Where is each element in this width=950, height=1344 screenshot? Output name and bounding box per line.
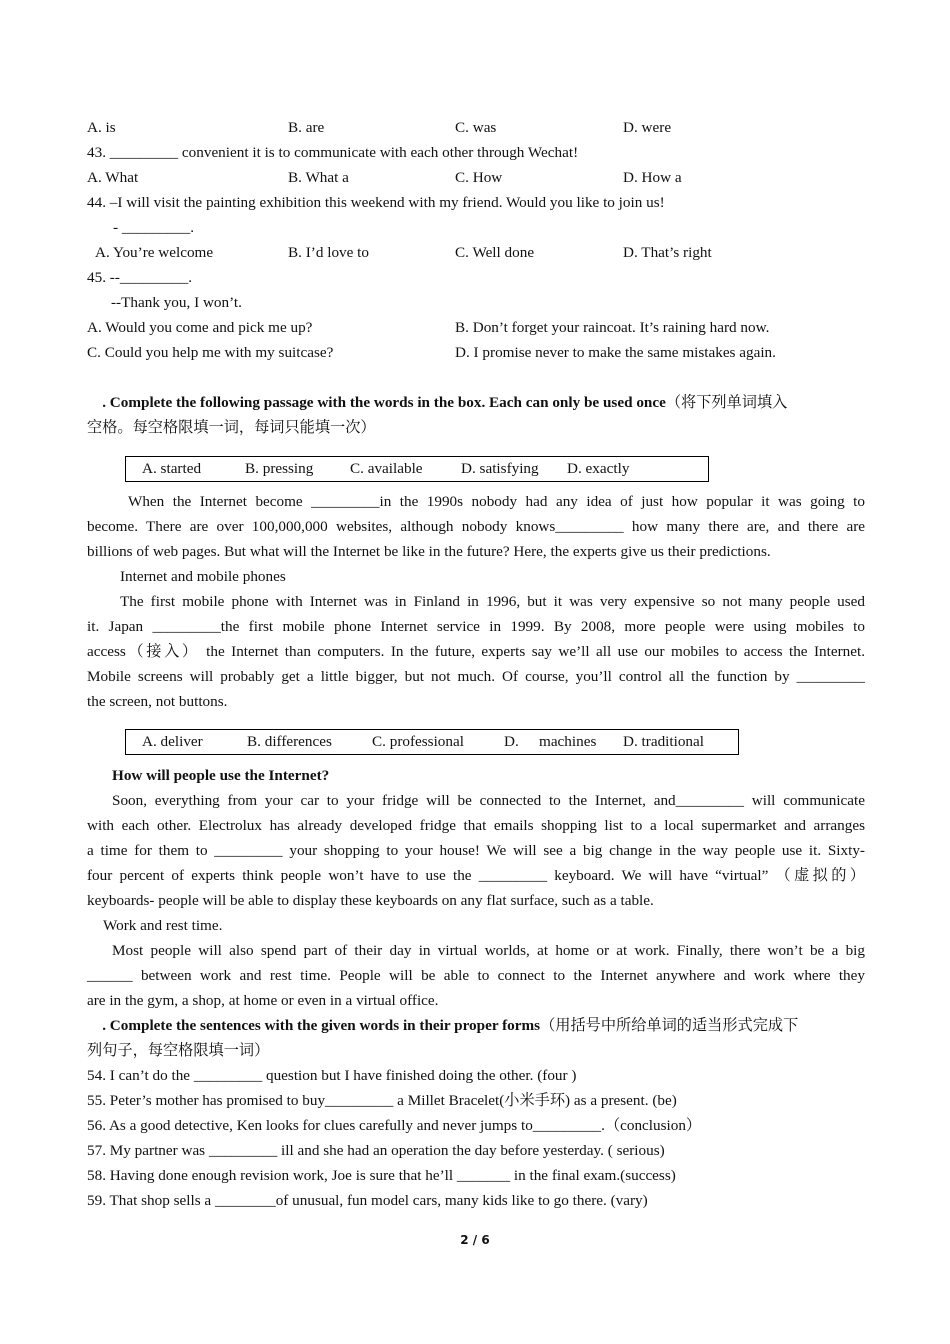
word-box-2-item: D. traditional: [623, 733, 704, 750]
section-vi-title: [87, 1016, 865, 1036]
passage-line: with each other. Electrolux has already developed fridge that emails shopping list to a local supermarket and arranges: [87, 817, 865, 834]
section-vi-title-cn-2: 列句子，每空格限填一词）: [87, 1042, 270, 1059]
q42-option-a: A. is: [87, 119, 116, 136]
word-box-1-item: A. started: [142, 460, 202, 477]
word-box-2-item: D.: [504, 733, 519, 750]
word-box-2-item: machines: [539, 733, 597, 750]
word-box-2-item: B. differences: [247, 733, 332, 750]
q43-option-a: A. What: [87, 169, 139, 186]
passage-line: Soon, everything from your car to your fridge will be connected to the Internet, and_________ will communicate: [112, 792, 865, 809]
sentence-item: 58. Having done enough revision work, Joe is sure that he’ll _______ in the final exam.(success): [87, 1167, 676, 1184]
passage-line: it. Japan _________the first mobile phone Internet service in 1999. By 2008, more people were using mobiles to: [87, 618, 865, 635]
section-v-title-cn-2: 空格。每空格限填一词，每词只能填一次）: [87, 419, 376, 436]
subheading-mobile-phones: Internet and mobile phones: [120, 568, 286, 585]
word-box-1-item: B. pressing: [245, 460, 314, 477]
passage-line: Mobile screens will probably get a little bigger, but not much. Of course, you’ll control all the function by _________: [87, 668, 865, 685]
sentence-item: 54. I can’t do the _________ question but I have finished doing the other. (four ): [87, 1067, 577, 1084]
passage-line: keyboards- people will be able to display these keyboards on any flat surface, such as a table.: [87, 892, 654, 909]
word-box-1-item: D. exactly: [567, 460, 630, 477]
word-box-2-item: C. professional: [372, 733, 464, 750]
passage-line: a time for them to _________ your shopping to your house! We will see a big change in the way people use it. Sixty-: [87, 842, 865, 859]
word-box-2-item: A. deliver: [142, 733, 203, 750]
subheading-work-rest: Work and rest time.: [103, 917, 223, 934]
section-v-marker: [87, 394, 102, 411]
passage-line: become. There are over 100,000,000 websites, although nobody knows_________ how many there are, and there are: [87, 518, 865, 535]
q44-option-d: D. That’s right: [623, 244, 712, 261]
q45-option-b: B. Don’t forget your raincoat. It’s raining hard now.: [455, 319, 770, 336]
q42-option-b: B. are: [288, 119, 325, 136]
section-vi-marker: [87, 1017, 102, 1034]
passage-line: are in the gym, a shop, at home or even in a virtual office.: [87, 992, 439, 1009]
passage-line: The first mobile phone with Internet was in Finland in 1996, but it was very expensive so not many people used: [120, 593, 865, 610]
word-box-1-item: D. satisfying: [461, 460, 539, 477]
q43-stem: 43. _________ convenient it is to communicate with each other through Wechat!: [87, 144, 579, 161]
passage-line: billions of web pages. But what will the Internet be like in the future? Here, the experts give us their predictions.: [87, 543, 771, 560]
q43-option-c: C. How: [455, 169, 503, 186]
q44-stem: 44. –I will visit the painting exhibition this weekend with my friend. Would you like to join us!: [87, 194, 665, 211]
q44-option-c: C. Well done: [455, 244, 535, 261]
passage-line: access（接入） the Internet than computers. In the future, experts say we’ll all use our mobiles to access the Internet.: [87, 643, 865, 660]
sentence-item: 55. Peter’s mother has promised to buy_________ a Millet Bracelet(小米手环) as a present. (be): [87, 1092, 677, 1109]
passage-line: four percent of experts think people won’t have to use the _________ keyboard. We will have “virtual” （虚拟的）: [87, 867, 865, 884]
page-number: 2 / 6: [460, 1233, 490, 1247]
passage-line: Most people will also spend part of their day in virtual worlds, at home or at work. Finally, there won’t be a big: [112, 942, 865, 959]
q45-option-d: D. I promise never to make the same mistakes again.: [455, 344, 776, 361]
word-box-1: [125, 456, 709, 482]
q45-stem: 45. --_________.: [87, 269, 193, 286]
section-vi-title-en: . Complete the sentences with the given words in their proper forms: [102, 1017, 541, 1034]
q45-option-a: A. Would you come and pick me up?: [87, 319, 313, 336]
q44-option-b: B. I’d love to: [288, 244, 369, 261]
q44-option-a: A. You’re welcome: [95, 244, 214, 261]
passage-line: ______ between work and rest time. People will be able to connect to the Internet anywhere and work where they: [87, 967, 865, 984]
q45-option-c: C. Could you help me with my suitcase?: [87, 344, 334, 361]
section-v-title-en: . Complete the following passage with the words in the box. Each can only be used once: [102, 394, 666, 411]
section-v-title: [87, 393, 865, 413]
section-v-title-cn: （将下列单词填入: [665, 394, 788, 411]
word-box-1-item: C. available: [350, 460, 423, 477]
sentence-item: 59. That shop sells a ________of unusual, fun model cars, many kids like to go there. (vary): [87, 1192, 648, 1209]
passage-line: the screen, not buttons.: [87, 693, 228, 710]
passage-line: When the Internet become _________in the 1990s nobody had any idea of just how popular it was going to: [128, 493, 865, 510]
section-vi-title-cn: （用括号中所给单词的适当形式完成下: [540, 1017, 799, 1034]
word-box-2: [125, 729, 739, 755]
sentence-item: 56. As a good detective, Ken looks for clues carefully and never jumps to_________.（conclusion）: [87, 1117, 702, 1134]
subheading-use-internet: How will people use the Internet?: [112, 767, 330, 784]
sentence-item: 57. My partner was _________ ill and she had an operation the day before yesterday. ( serious): [87, 1142, 665, 1159]
q45-reply: --Thank you, I won’t.: [111, 294, 242, 311]
q43-option-d: D. How a: [623, 169, 682, 186]
q44-reply: - _________.: [113, 219, 194, 236]
q42-option-d: D. were: [623, 119, 672, 136]
q43-option-b: B. What a: [288, 169, 349, 186]
q42-option-c: C. was: [455, 119, 497, 136]
